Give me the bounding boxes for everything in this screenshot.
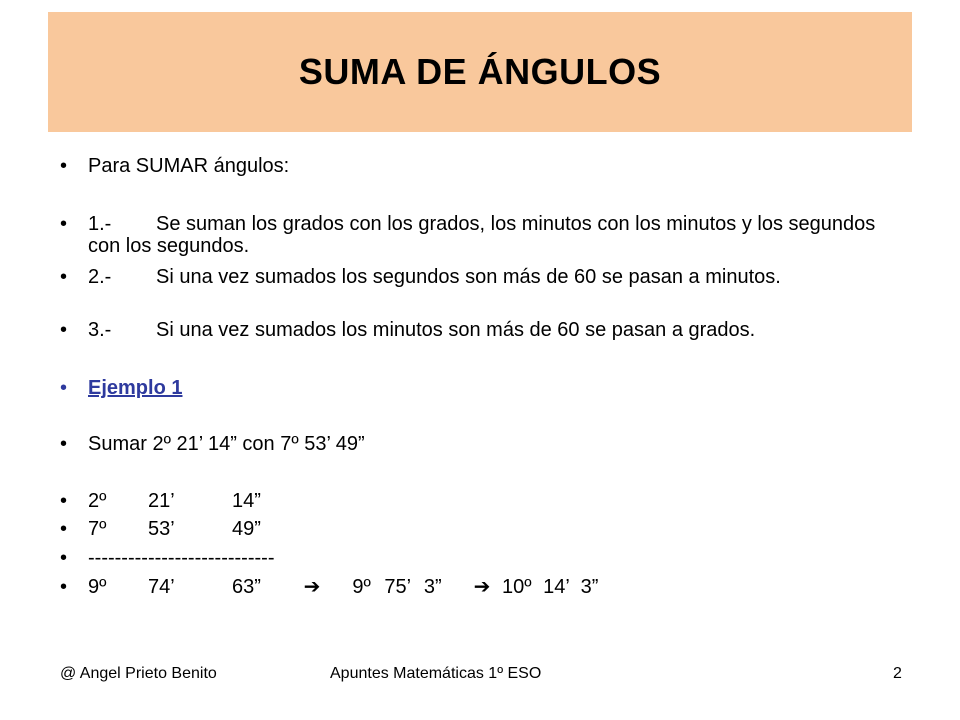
example-link[interactable]: Ejemplo 1 — [88, 377, 183, 399]
bullet-dot: • — [60, 377, 68, 399]
bullet-dot: • — [60, 155, 68, 177]
bullet-dot: • — [60, 490, 68, 512]
slide-title: SUMA DE ÁNGULOS — [298, 51, 662, 92]
arrow-icon: ➔ — [303, 576, 321, 598]
rule-number: 3.- — [88, 319, 112, 341]
bullet-dot: • — [60, 547, 68, 569]
bullet-dot: • — [60, 518, 68, 540]
footer-author: @ Angel Prieto Benito — [60, 665, 217, 682]
bullet-dot: • — [60, 319, 68, 341]
degrees-value: 7º — [88, 518, 107, 540]
seconds-value: 49” — [232, 518, 261, 540]
degrees-value: 9º — [88, 576, 107, 598]
footer-course: Apuntes Matemáticas 1º ESO — [330, 665, 542, 682]
bullet-dot: • — [60, 266, 68, 288]
intro-text: Para SUMAR ángulos: — [88, 155, 290, 177]
seconds-value: 63” — [232, 576, 261, 598]
minutes-value: 21’ — [148, 490, 175, 512]
separator-line: ---------------------------- — [88, 547, 275, 569]
arrow-icon: ➔ — [473, 576, 491, 598]
rule-text: Si una vez sumados los minutos son más de 60 se pasan a grados. — [156, 319, 756, 341]
rule-text: Si una vez sumados los segundos son más de 60 se pasan a minutos. — [156, 266, 781, 288]
rule-number: 1.- — [88, 213, 112, 235]
problem-text: Sumar 2º 21’ 14” con 7º 53’ 49” — [88, 433, 365, 455]
minutes-value: 53’ — [148, 518, 175, 540]
rule-text: Se suman los grados con los grados, los minutos con los minutos y los segundos con los segundos. — [88, 213, 876, 257]
title-banner — [48, 12, 912, 132]
seconds-value: 14” — [232, 490, 261, 512]
minutes-value: 74’ — [148, 576, 175, 598]
rule-number: 2.- — [88, 266, 112, 288]
normalized-step-2: 10º 14’ 3” — [502, 576, 599, 598]
degrees-value: 2º — [88, 490, 107, 512]
normalized-step-1: 9º 75’ 3” — [352, 576, 442, 598]
bullet-dot: • — [60, 213, 68, 235]
footer-page-number: 2 — [893, 665, 902, 682]
bullet-dot: • — [60, 433, 68, 455]
bullet-dot: • — [60, 576, 68, 598]
